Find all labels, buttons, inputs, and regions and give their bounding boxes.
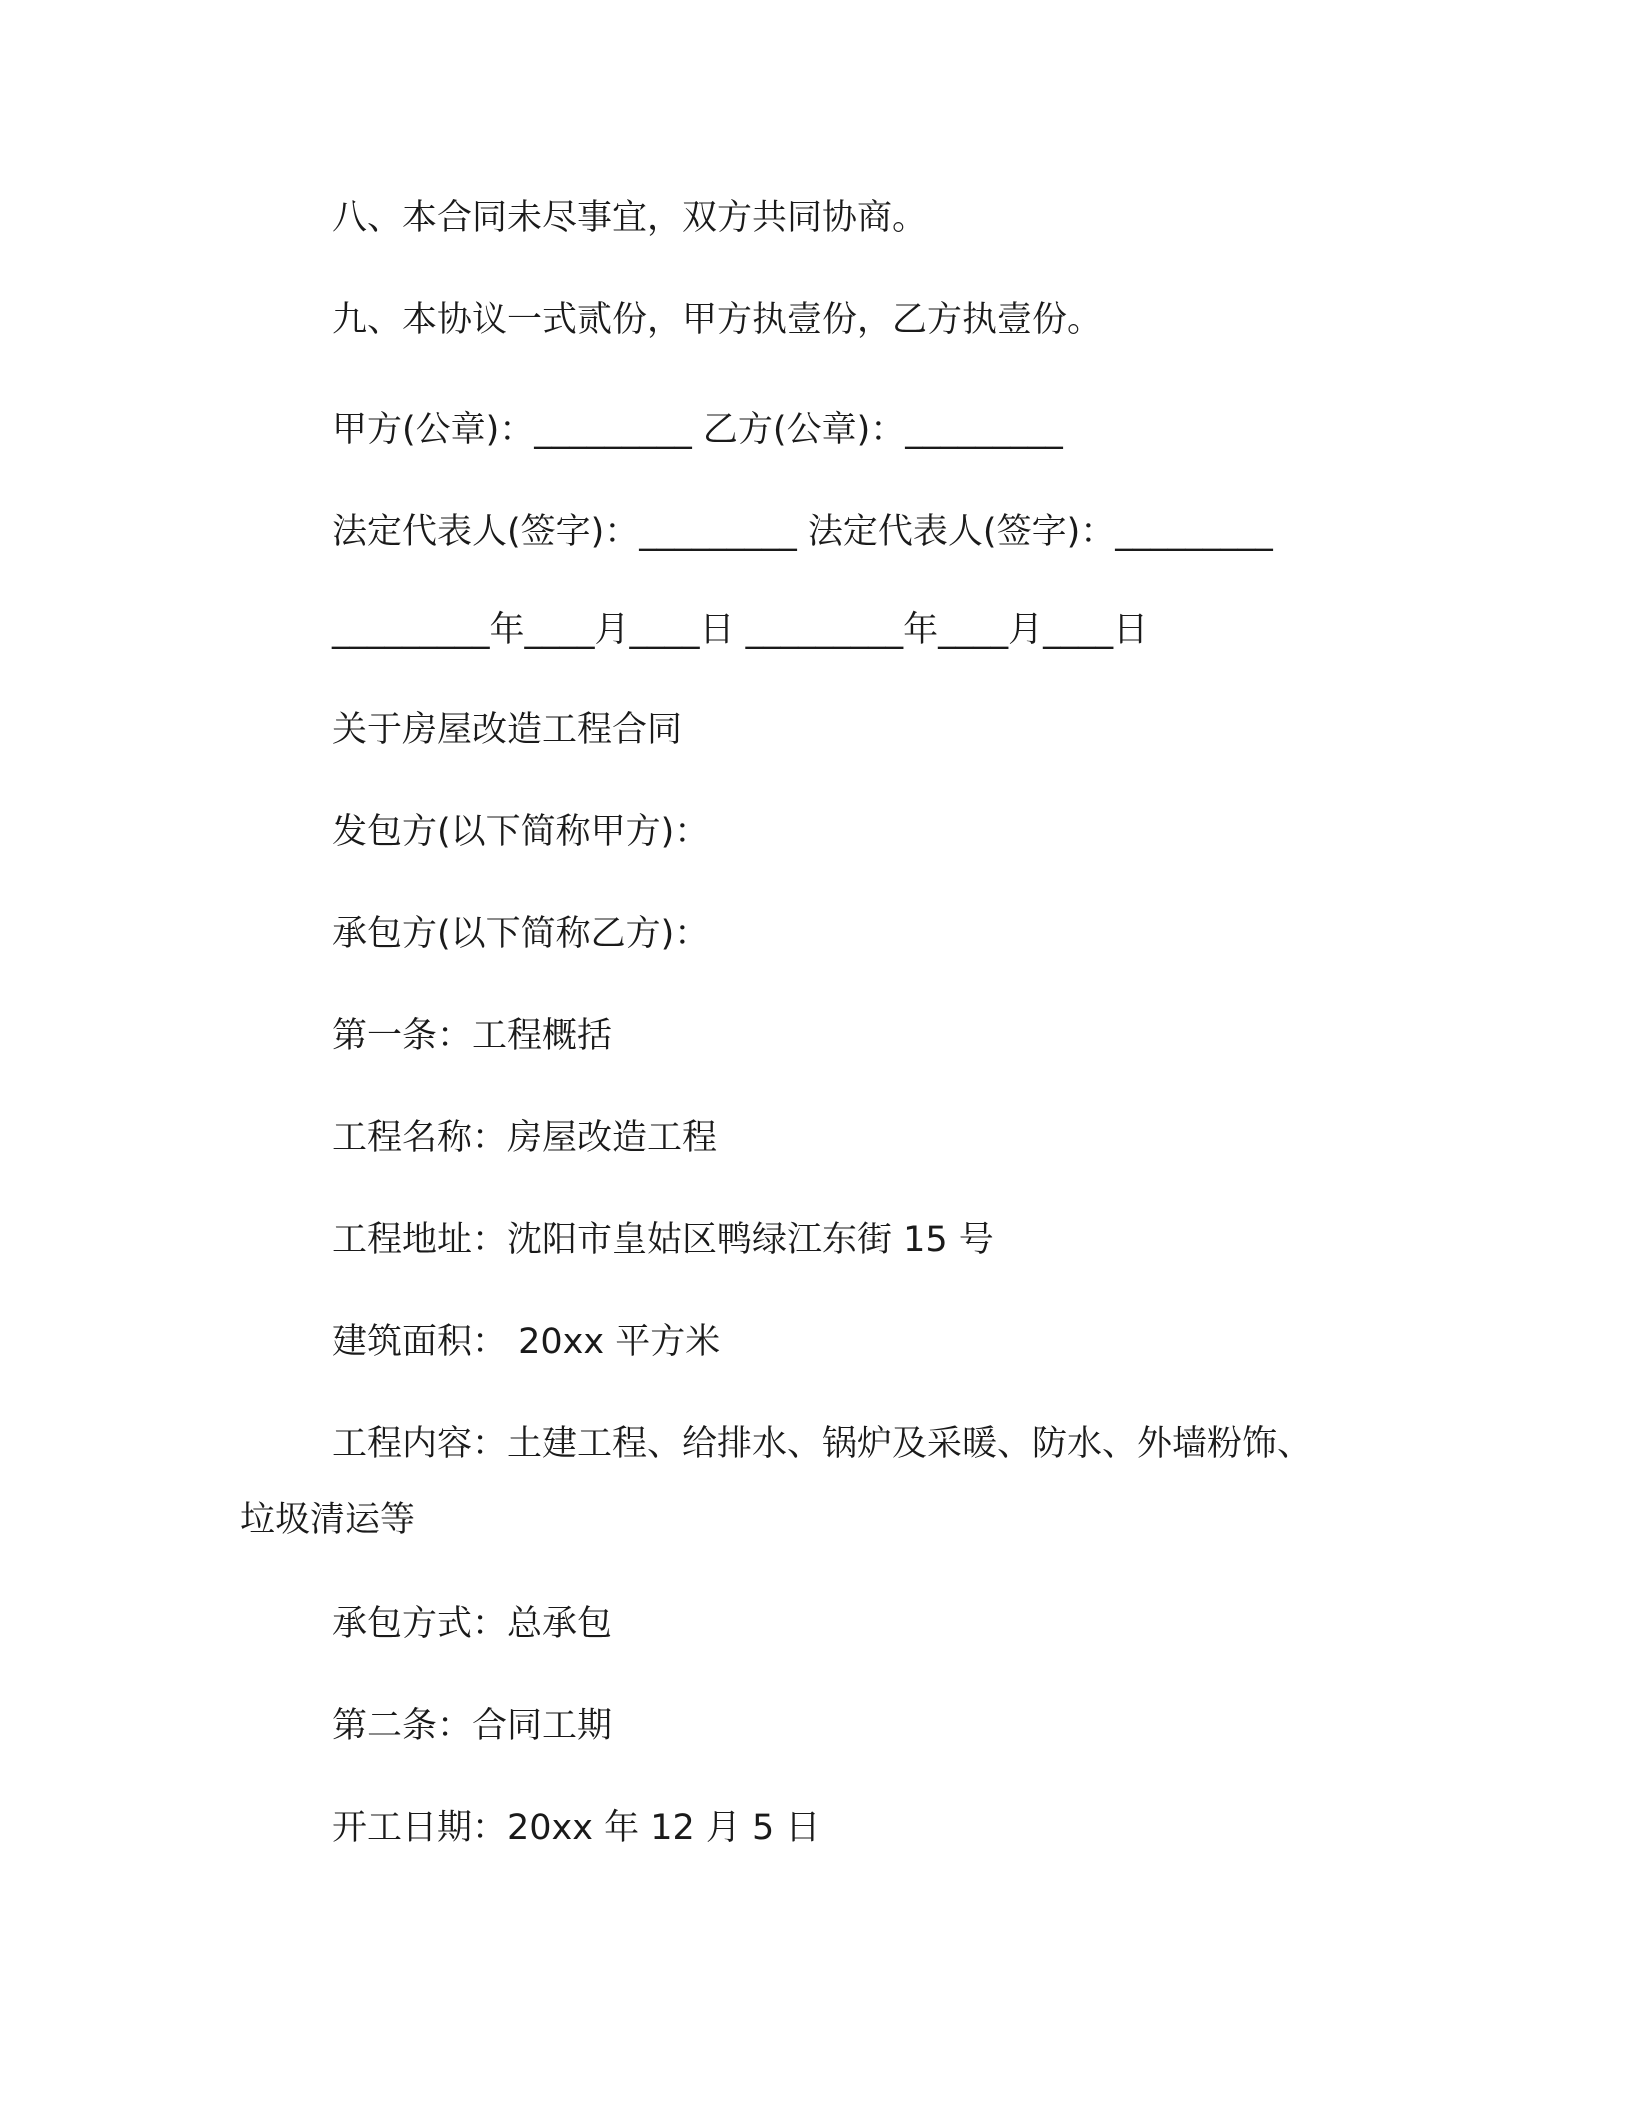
building-area: 建筑面积： 20xx 平方米 <box>332 1322 721 1362</box>
article-2-heading: 第二条：合同工期 <box>332 1706 613 1746</box>
article-1-heading: 第一条：工程概括 <box>332 1016 613 1056</box>
date-line: _________年____月____日 _________年____月____日 <box>332 610 1149 650</box>
project-name: 工程名称：房屋改造工程 <box>332 1118 718 1158</box>
start-date: 开工日期：20xx 年 12 月 5 日 <box>332 1808 821 1848</box>
contract-title: 关于房屋改造工程合同 <box>332 710 683 750</box>
contract-mode: 承包方式：总承包 <box>332 1604 613 1644</box>
project-address: 工程地址：沈阳市皇姑区鸭绿江东街 15 号 <box>332 1220 994 1260</box>
clause-9: 九、本协议一式贰份，甲方执壹份，乙方执壹份。 <box>332 300 1103 340</box>
project-content: 工程内容：土建工程、给排水、锅炉及采暖、防水、外墙粉饰、 <box>332 1424 1313 1464</box>
party-a-line: 发包方(以下简称甲方)： <box>332 812 710 852</box>
signature-line: 法定代表人(签字)：_________ 法定代表人(签字)：_________ <box>332 512 1273 552</box>
party-b-line: 承包方(以下简称乙方)： <box>332 914 710 954</box>
seal-line: 甲方(公章)：_________ 乙方(公章)：_________ <box>332 410 1063 450</box>
clause-8: 八、本合同未尽事宜，双方共同协商。 <box>332 198 928 238</box>
project-content-continued: 垃圾清运等 <box>240 1500 416 1540</box>
